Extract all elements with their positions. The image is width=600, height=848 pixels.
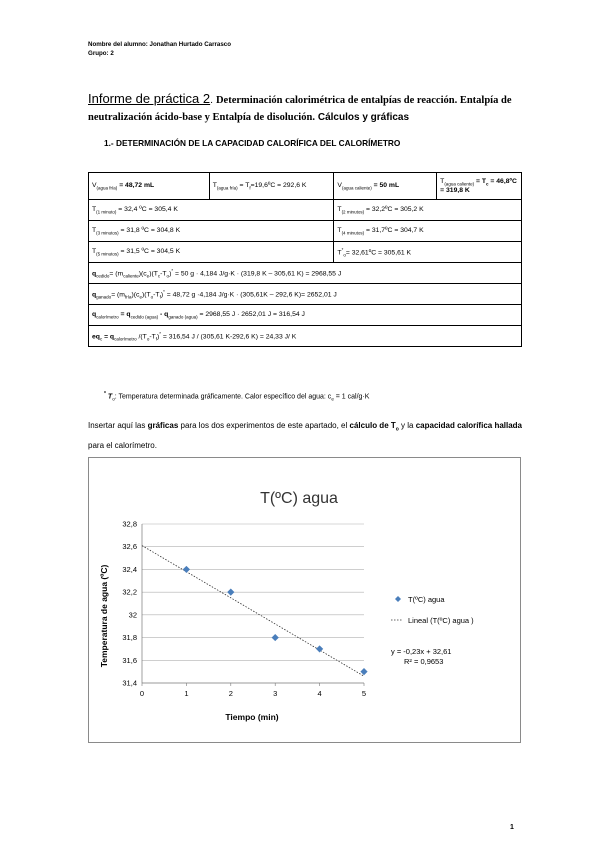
- cell-q-calorimetro: $q_{calorímetro} = q_{cedido (agua)} - q_{ganado (agua)} = 2968,55$ J · 2652,01 J = 316,54 J: [89, 305, 522, 326]
- cell-t-cold: $T_{(agua fría)}$ = $T_f=19,6ºC = 292,6$ K: [209, 173, 334, 200]
- header: [88, 40, 231, 58]
- legend-trend-label: Lineal (T(ºC) agua ): [408, 616, 474, 625]
- legend-marker-icon: [395, 596, 401, 602]
- cell-q-cedido: $q_{cedido}= (m_{caliente})(c_e)(T_c-T_o)^* = 50$ g · 4,184 J/g·K · (319,8 K – 305,61 K) = 2968,55 J: [89, 263, 522, 284]
- table-row: [89, 284, 522, 305]
- table-row: [89, 305, 522, 326]
- trend-r-squared: R² = 0,9653: [404, 657, 444, 666]
- table-row: [89, 173, 522, 200]
- x-tick-label: 3: [273, 689, 278, 698]
- cell-t-hot: $T_{(agua caliente)} = T_c$ = 46,8ºC = 319,8 K: [437, 173, 522, 200]
- x-tick-label: 5: [361, 689, 367, 698]
- report-title: [88, 90, 528, 126]
- calculation-table: [88, 172, 522, 347]
- title-tail: Cálculos y gráficas: [317, 112, 410, 123]
- x-axis-label: Tiempo (min): [225, 712, 279, 722]
- chart-container: [88, 457, 521, 743]
- data-point: [272, 634, 279, 641]
- x-tick-label: 0: [139, 689, 145, 698]
- data-point: [227, 589, 234, 596]
- title-subject: Determinación calorimétrica de entalpías de reacción. Entalpía de neutralización ácido-base y Entalpía de disolución.: [88, 95, 512, 123]
- chart-title: T(ºC) agua: [260, 490, 338, 507]
- data-point: [316, 645, 323, 652]
- trend-equation: y = -0,23x + 32,61: [391, 647, 452, 656]
- footnote: * $T_o$: Temperatura determinada gráficamente. Calor específico del agua: $c_e = 1$ cal/g·K: [104, 391, 370, 402]
- cell-eq: $eq_c = q_{calorímetro}$ $/(T_o-T_f)^* = 316,54$ J / (305,61 K-292,6 K) = 24,33 J/ K: [89, 326, 522, 347]
- instructions-paragraph: Insertar aquí las gráficas para los dos experimentos de este apartado, el cálculo de $T_o$ y la capacidad calorífica hallada para el calorímetro.: [88, 421, 523, 450]
- y-tick-label: 32: [128, 610, 137, 620]
- title-main: Informe de práctica 2: [88, 91, 211, 106]
- title-separator: .: [210, 94, 214, 106]
- y-tick-label: 32,2: [122, 587, 137, 597]
- table-row: [89, 326, 522, 347]
- chart-legend: [391, 595, 474, 625]
- group-label: Grupo: 2: [88, 50, 114, 57]
- cell-t3: $T_{(3 minutos)} = 31,8$ ºC = 304,8 K: [89, 221, 334, 242]
- y-tick-label: 31,6: [122, 655, 137, 665]
- y-tick-label: 31,8: [122, 633, 137, 643]
- legend-series-label: T(ºC) agua: [408, 595, 445, 604]
- cell-v-cold: $V_{(agua fría)} = 48,72$ mL: [89, 173, 210, 200]
- x-tick-label: 2: [228, 689, 233, 698]
- table-row: [89, 221, 522, 242]
- y-tick-label: 32,6: [122, 542, 137, 552]
- trend-line: [142, 546, 364, 677]
- temperature-chart: [89, 458, 520, 742]
- student-name: Nombre del alumno: Jonathan Hurtado Carrasco: [88, 41, 232, 48]
- data-point: [360, 668, 367, 675]
- table-row: [89, 200, 522, 221]
- x-tick-label: 1: [184, 689, 189, 698]
- table-row: [89, 263, 522, 284]
- page-number: 1: [510, 824, 514, 831]
- cell-t4: $T_{(4 minutos)}$ = 31,7ºC = 304,7 K: [334, 221, 522, 242]
- cell-q-ganado: $q_{ganado}= (m_{fría})(c_e)(T_o-T_f)^* = 48,72$ g ·4,184 J/g·K · (305,61K – 292,6 K)= 2652,01 J: [89, 284, 522, 305]
- cell-t1: $T_{(1 minuto)} = 32,4$ ºC = 305,4 K: [89, 200, 334, 221]
- cell-v-hot: $V_{(agua caliente)} = 50$ mL: [334, 173, 437, 200]
- x-tick-label: 4: [317, 689, 322, 698]
- cell-t0: $T^*_o=$ 32,61ºC = 305,61 K: [334, 242, 522, 263]
- y-tick-label: 32,8: [122, 519, 137, 529]
- y-axis-label: Temperatura de agua (ºC): [99, 564, 109, 668]
- y-tick-label: 32,4: [122, 564, 137, 574]
- y-tick-label: 31,4: [122, 678, 137, 688]
- cell-t2: $T_{(2 minutos)}$ = 32,2ºC = 305,2 K: [334, 200, 522, 221]
- section-title: 1.- DETERMINACIÓN DE LA CAPACIDAD CALORÍFICA DEL CALORÍMETRO: [104, 138, 401, 148]
- table-row: [89, 242, 522, 263]
- cell-t5: $T_{(5 minutos)} = 31,5$ ºC = 304,5 K: [89, 242, 334, 263]
- data-point: [183, 566, 190, 573]
